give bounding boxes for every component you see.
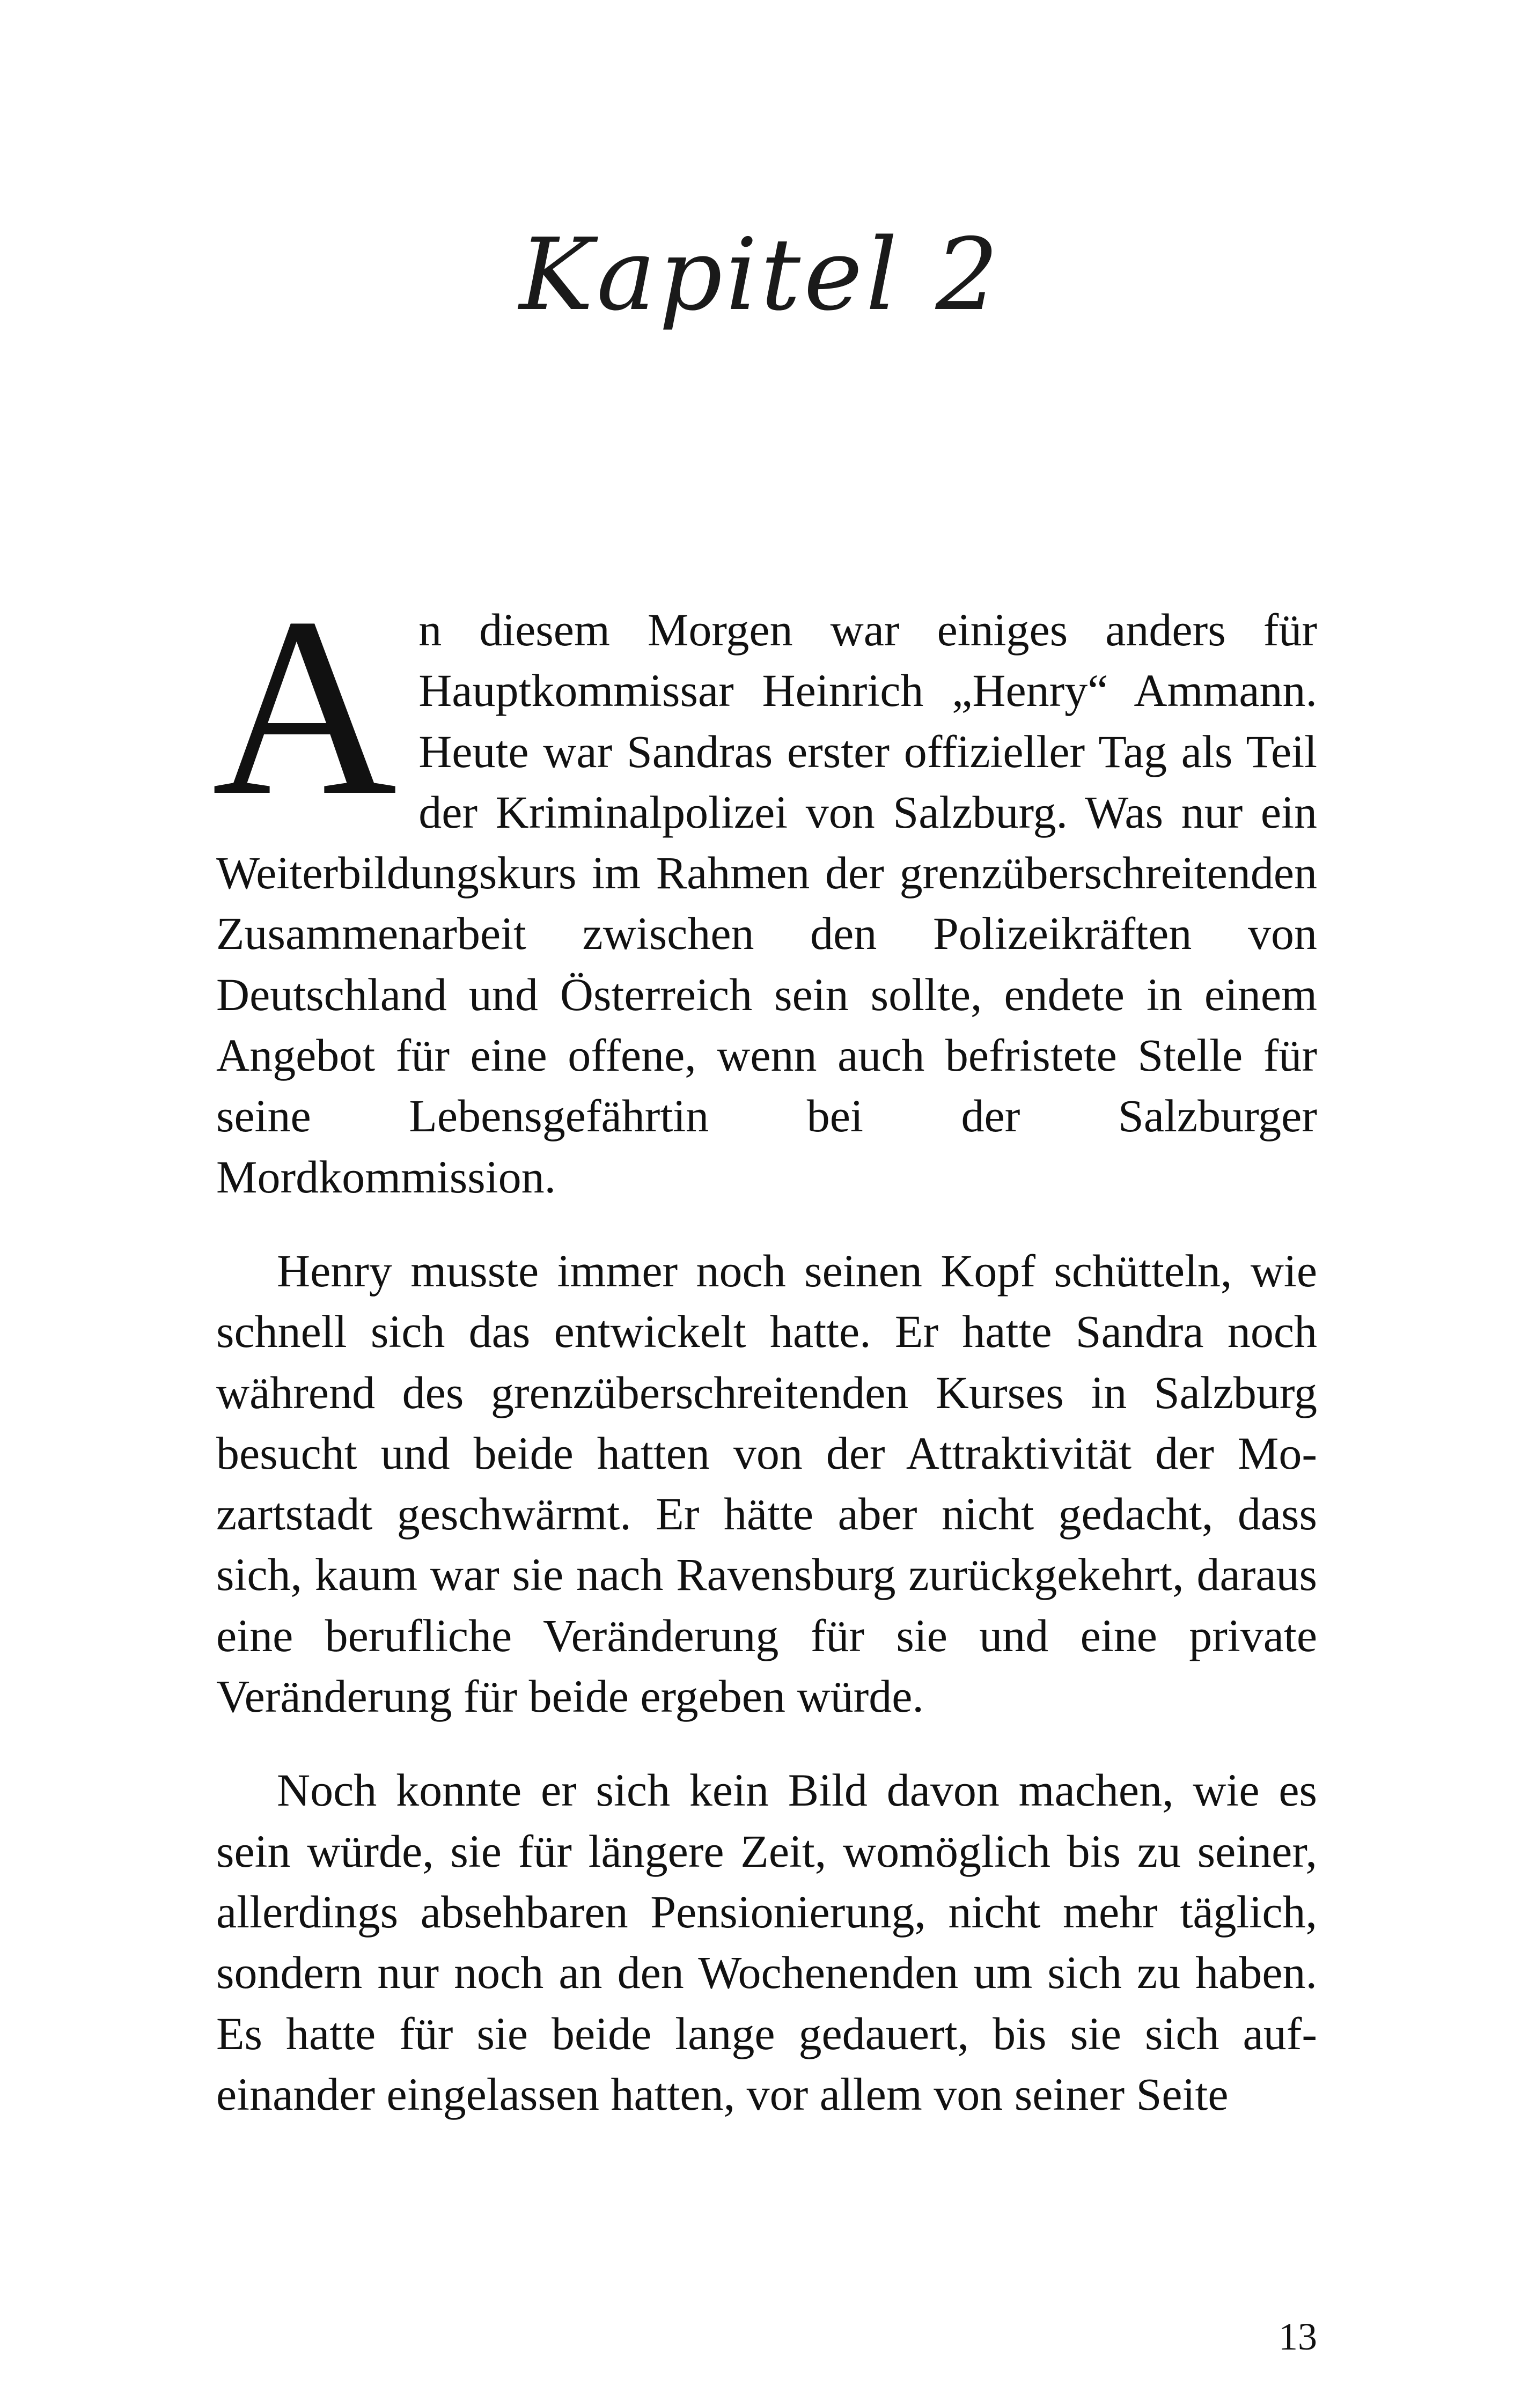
body-text — [212, 565, 1317, 2125]
paragraph-1 — [212, 565, 1317, 1207]
page-number: 13 — [1278, 2315, 1317, 2358]
paragraph-1-text: n diesem Morgen war einiges anders für Hauptkommissar Heinrich „Henry“ Ammann. Heute war Sandras erster offizieller Tag als Teil der Kriminalpolizei von Salzburg. Was nur ein Weiterbildungskurs im Rahmen der grenzüberschreitenden Zusammenarbeit zwischen den Polizeikräften von Deutschland und Österreich sein sollte, endete in einem Angebot für eine offene, wenn auch befristete Stelle für seine Lebensgefährtin bei der Salzburger Mordkommission. — [216, 604, 1317, 1203]
drop-cap: A — [212, 565, 398, 849]
paragraph-3: Noch konnte er sich kein Bild davon machen, wie es sein würde, sie für längere Zeit, womöglich bis zu seiner, allerdings absehbaren Pensionierung, nicht mehr täglich, sondern nur noch an den Wochenenden um sich zu haben. Es hatte für sie beide lange gedauert, bis sie sich aufeinander eingelassen hatten, vor allem von seiner Seite — [216, 1764, 1317, 2120]
paragraph-2: Henry musste immer noch seinen Kopf schütteln, wie schnell sich das entwickelt hatte. Er hatte Sandra noch während des grenzüberschreitenden Kurses in Salzburg besucht und beide hatten von der Attraktivität der Mozartstadt geschwärmt. Er hätte aber nicht gedacht, dass sich, kaum war sie nach Ravensburg zurückgekehrt, daraus eine berufliche Veränderung für sie und eine private Veränderung für beide ergeben würde. — [216, 1244, 1317, 1722]
chapter-title: Kapitel 2 — [519, 217, 1002, 333]
